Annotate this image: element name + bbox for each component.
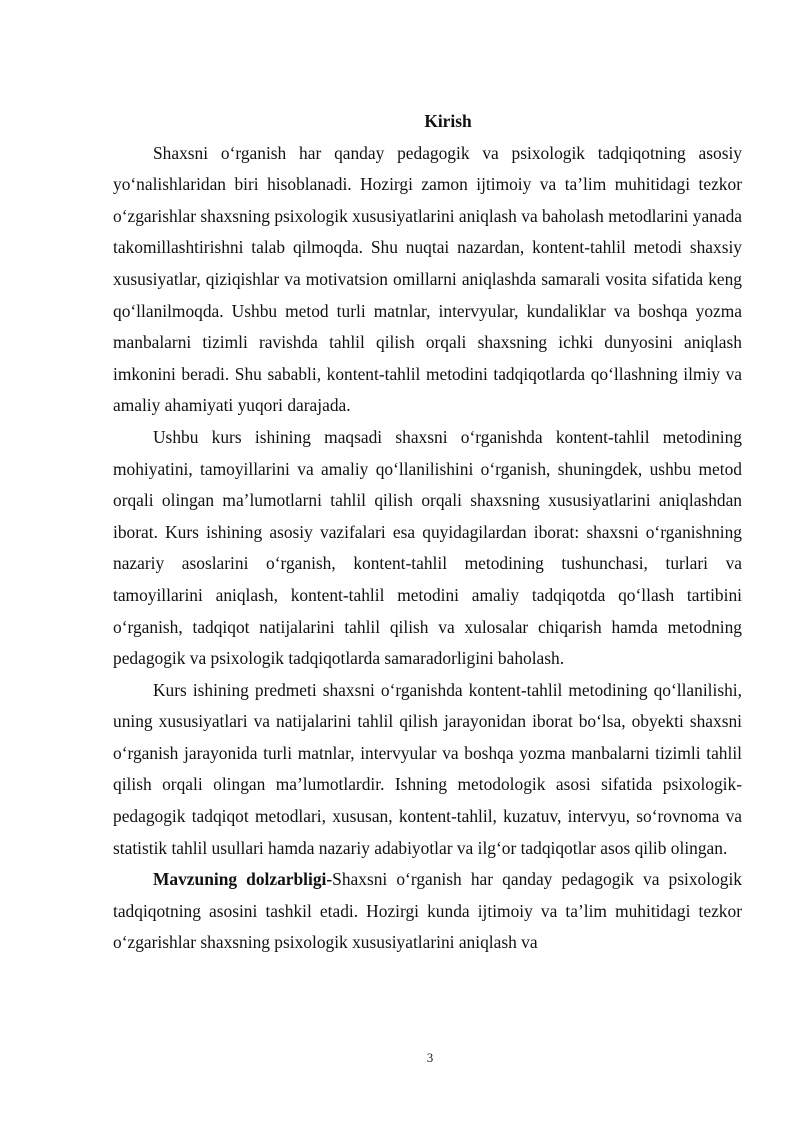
paragraph-subject [113,675,742,865]
section-title: Kirish [424,111,472,131]
paragraph-lead-relevance: Mavzuning dolzarbligi- [153,869,333,890]
paragraph-text: Shaxsni o‘rganish har qanday pedagogik va psixologik tadqiqotning asosini tashkil etadi. Hozirgi kunda ijtimoiy va ta’lim muhitidagi tezkor o‘zgarishlar shaxsning psixologik xususiyatlarini aniqlash va [113,869,742,953]
paragraph-text: Ushbu kurs ishining maqsadi shaxsni o‘rganishda kontent-tahlil metodining mohiyatini, tamoyillarini va amaliy qo‘llanilishini o‘rganish, shuningdek, ushbu metod orqali olingan ma’lumotlarni tahlil qilish orqali shaxsning xususiyatlarini aniqlashdan iborat. Kurs ishining asosiy vazifalari esa quyidagilardan iborat: shaxsni o‘rganishning nazariy asoslarini o‘rganish, kontent-tahlil metodining tushunchasi, turlari va tamoyillarini aniqlash, kontent-tahlil metodini amaliy tadqiqotda qo‘llash tartibini o‘rganish, tadqiqot natijalarini tahlil qilish va xulosalar chiqarish hamda metodning pedagogik va psixologik tadqiqotlarda samaradorligini baholash. [113,426,742,669]
paragraph-intro [113,138,742,422]
paragraph-text: Kurs ishining predmeti shaxsni o‘rganishda kontent-tahlil metodining qo‘llanilishi, uning xususiyatlari va natijalarini tahlil qilish jarayonidan iborat bo‘lsa, obyekti shaxsni o‘rganish jarayonida turli matnlar, intervyular va boshqa yozma manbalarni tizimli tahlil qilish orqali olingan ma’lumotlardir. Ishning metodologik asosi sifatida psixologik-pedagogik tadqiqot metodlari, xususan, kontent-tahlil, kuzatuv, intervyu, so‘rovnoma va statistik tahlil usullari hamda nazariy adabiyotlar va ilg‘or tadqiqotlar asos qilib olingan. [113,679,742,858]
page-body [113,106,742,959]
page-number: 3 [426,1050,434,1065]
paragraph-goals [113,422,742,675]
paragraph-text: Shaxsni o‘rganish har qanday pedagogik va psixologik tadqiqotning asosiy yo‘nalishlaridan biri hisoblanadi. Hozirgi zamon ijtimoiy va ta’lim muhitidagi tezkor o‘zgarishlar shaxsning psixologik xususiyatlarini aniqlash va baholash metodlarini yanada takomillashtirishni talab qilmoqda. Shu nuqtai nazardan, kontent-tahlil metodi shaxsiy xususiyatlar, qiziqishlar va motivatsion omillarni aniqlashda samarali vosita sifatida keng qo‘llanilmoqda. Ushbu metod turli matnlar, intervyular, kundaliklar va boshqa yozma manbalarni tizimli ravishda tahlil qilish orqali shaxsning ichki dunyosini aniqlash imkonini beradi. Shu sababli, kontent-tahlil metodini tadqiqotlarda qo‘llashning ilmiy va amaliy ahamiyati yuqori darajada. [113,142,742,416]
paragraph-relevance [113,864,742,959]
